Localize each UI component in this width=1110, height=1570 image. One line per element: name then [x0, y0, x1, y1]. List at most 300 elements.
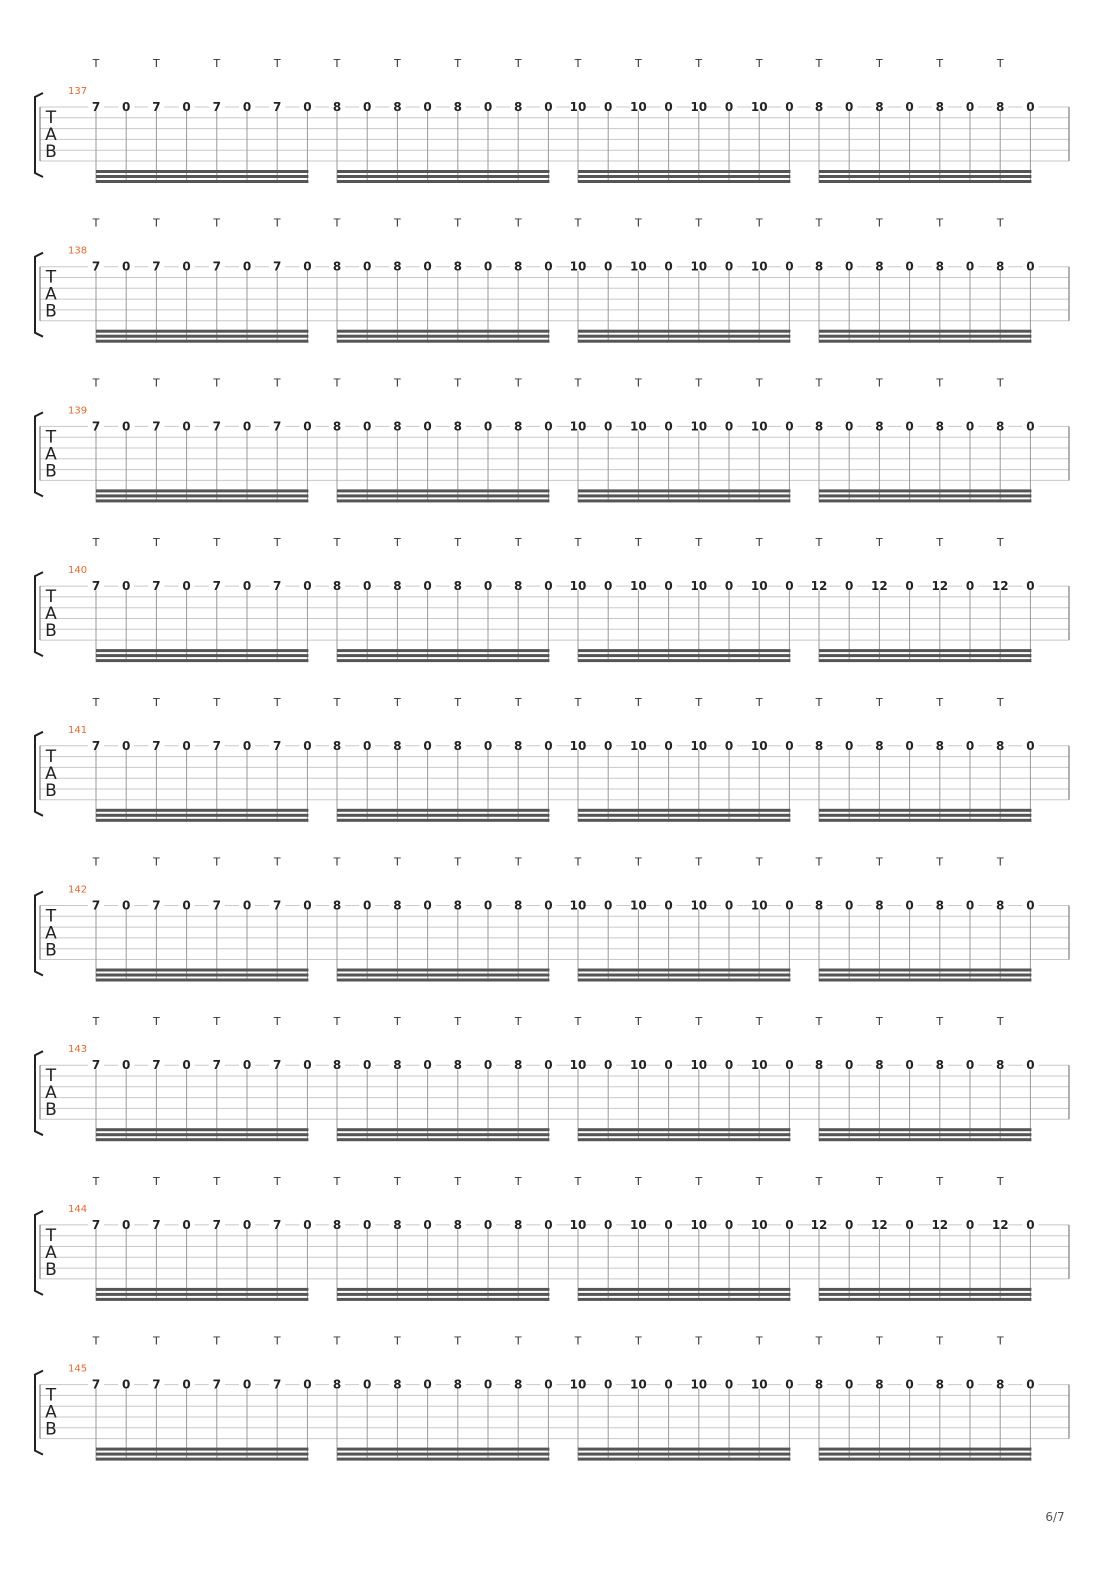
beam — [819, 1138, 1031, 1141]
beam — [578, 969, 790, 972]
tap-mark: T — [213, 1015, 221, 1029]
tab-system — [35, 1335, 1069, 1461]
beam — [578, 180, 790, 183]
fret-number: 10 — [690, 259, 708, 274]
beam — [578, 499, 790, 502]
beam — [578, 1298, 790, 1301]
tap-mark: T — [92, 376, 100, 390]
fret-number: 10 — [569, 579, 587, 594]
tap-mark: T — [92, 1174, 100, 1188]
fret-number: 0 — [544, 1217, 553, 1232]
fret-number: 0 — [965, 898, 975, 913]
fret-number: 7 — [91, 579, 101, 594]
tap-mark: T — [333, 1015, 341, 1029]
beam — [337, 649, 549, 652]
fret-number: 0 — [604, 1217, 613, 1232]
beam — [578, 494, 790, 497]
tap-mark: T — [936, 1015, 944, 1029]
fret-number: 10 — [690, 579, 708, 594]
fret-number: 10 — [690, 1377, 708, 1392]
fret-number: 0 — [423, 579, 432, 594]
fret-number: 8 — [514, 579, 523, 594]
beam — [337, 819, 549, 822]
tab-clef-letter: T — [45, 267, 57, 288]
fret-number: 0 — [1026, 259, 1035, 274]
fret-number: 0 — [182, 738, 191, 753]
tap-mark: T — [635, 376, 642, 390]
tap-mark: T — [876, 536, 883, 550]
fret-number: 8 — [875, 259, 884, 274]
fret-number: 0 — [423, 1217, 432, 1232]
fret-number: 0 — [363, 419, 372, 434]
fret-number: 10 — [630, 738, 647, 753]
tap-mark: T — [755, 1174, 763, 1188]
tab-clef-letter: T — [45, 1385, 57, 1406]
fret-number: 8 — [332, 898, 342, 913]
beam — [337, 499, 549, 502]
fret-number: 8 — [514, 1217, 523, 1232]
fret-number: 0 — [905, 1377, 914, 1392]
beam — [819, 1133, 1031, 1136]
page-number: 6/7 — [1045, 1510, 1065, 1524]
tap-mark: T — [936, 376, 944, 390]
beam — [819, 489, 1031, 492]
beam — [819, 1458, 1031, 1461]
fret-number: 0 — [483, 419, 493, 434]
fret-number: 7 — [91, 1058, 101, 1073]
fret-number: 8 — [332, 259, 342, 274]
fret-number: 8 — [453, 579, 462, 594]
tap-mark: T — [454, 695, 462, 709]
fret-number: 0 — [122, 1058, 131, 1073]
beam — [96, 499, 308, 502]
fret-number: 0 — [965, 1217, 975, 1232]
beam — [96, 340, 308, 343]
fret-number: 10 — [750, 579, 768, 594]
tap-mark: T — [394, 376, 401, 390]
fret-number: 8 — [514, 1058, 523, 1073]
fret-number: 0 — [363, 1058, 372, 1073]
tap-mark: T — [153, 376, 160, 390]
fret-number: 7 — [273, 100, 282, 114]
beam — [96, 1138, 308, 1141]
fret-number: 8 — [514, 738, 523, 753]
fret-number: 0 — [965, 100, 975, 114]
fret-number: 0 — [1026, 738, 1035, 753]
system-brace — [35, 892, 43, 976]
tap-mark: T — [755, 855, 763, 869]
tab-system — [35, 1175, 1069, 1301]
fret-number: 0 — [182, 1217, 191, 1232]
beam — [96, 1133, 308, 1136]
beam — [819, 654, 1031, 657]
tap-mark: T — [695, 1334, 703, 1348]
beam — [337, 489, 549, 492]
beam — [578, 1458, 790, 1461]
measure-number: 137 — [68, 86, 88, 97]
beam — [96, 1453, 308, 1456]
fret-number: 8 — [935, 419, 944, 434]
fret-number: 7 — [91, 1217, 101, 1232]
fret-number: 7 — [273, 1377, 282, 1392]
fret-number: 10 — [690, 1058, 708, 1073]
fret-number: 0 — [664, 1058, 673, 1073]
tap-mark: T — [996, 1334, 1004, 1348]
beam — [578, 1293, 790, 1296]
beam — [96, 1293, 308, 1296]
fret-number: 0 — [724, 419, 734, 434]
beam — [96, 1288, 308, 1291]
fret-number: 7 — [212, 1377, 221, 1392]
fret-number: 0 — [122, 1377, 131, 1392]
fret-number: 0 — [363, 738, 372, 753]
tab-clef-letter: B — [45, 461, 57, 482]
fret-number: 0 — [423, 738, 432, 753]
fret-number: 8 — [814, 100, 824, 114]
fret-number: 0 — [182, 1377, 191, 1392]
tap-mark: T — [574, 1334, 582, 1348]
fret-number: 0 — [182, 1058, 191, 1073]
fret-number: 0 — [483, 579, 493, 594]
fret-number: 10 — [569, 419, 587, 434]
fret-number: 0 — [664, 738, 673, 753]
fret-number: 8 — [332, 100, 342, 114]
fret-number: 8 — [332, 738, 342, 753]
fret-number: 0 — [122, 1217, 131, 1232]
fret-number: 10 — [750, 898, 768, 913]
fret-number: 10 — [569, 898, 587, 913]
fret-number: 8 — [814, 898, 824, 913]
tap-mark: T — [936, 57, 944, 70]
tap-mark: T — [876, 1015, 883, 1029]
tap-mark: T — [333, 1334, 341, 1348]
fret-number: 8 — [996, 100, 1005, 114]
fret-number: 8 — [453, 738, 462, 753]
beam — [819, 969, 1031, 972]
tap-mark: T — [574, 57, 582, 70]
tap-mark: T — [454, 1015, 462, 1029]
tap-mark: T — [815, 536, 823, 550]
beam — [819, 330, 1031, 333]
fret-number: 0 — [303, 1217, 312, 1232]
fret-number: 8 — [935, 1377, 944, 1392]
beam — [819, 819, 1031, 822]
fret-number: 10 — [690, 1217, 708, 1232]
tap-mark: T — [996, 536, 1004, 550]
beam — [578, 175, 790, 178]
fret-number: 0 — [182, 419, 191, 434]
fret-number: 0 — [724, 1217, 734, 1232]
fret-number: 0 — [604, 898, 613, 913]
fret-number: 8 — [996, 738, 1005, 753]
tap-mark: T — [876, 1334, 883, 1348]
fret-number: 7 — [91, 259, 101, 274]
fret-number: 0 — [363, 100, 372, 114]
beam — [337, 1458, 549, 1461]
tab-system — [35, 1015, 1069, 1141]
fret-number: 8 — [453, 259, 462, 274]
fret-number: 0 — [664, 100, 673, 114]
tap-mark: T — [996, 216, 1004, 230]
fret-number: 8 — [514, 1377, 523, 1392]
fret-number: 0 — [122, 259, 131, 274]
beam — [819, 1298, 1031, 1301]
fret-number: 0 — [544, 1058, 553, 1073]
fret-number: 0 — [785, 738, 794, 753]
tap-mark: T — [876, 376, 883, 390]
fret-number: 0 — [483, 1217, 493, 1232]
fret-number: 0 — [785, 898, 794, 913]
fret-number: 10 — [630, 579, 647, 594]
tap-mark: T — [333, 376, 341, 390]
fret-number: 7 — [273, 259, 282, 274]
fret-number: 0 — [122, 579, 131, 594]
tap-mark: T — [514, 216, 522, 230]
fret-number: 0 — [363, 1377, 372, 1392]
beam — [578, 654, 790, 657]
measure-number: 141 — [68, 724, 88, 736]
fret-number: 0 — [604, 1058, 613, 1073]
fret-number: 0 — [845, 898, 854, 913]
fret-number: 12 — [991, 1217, 1009, 1232]
fret-number: 0 — [483, 100, 493, 114]
fret-number: 0 — [664, 1217, 673, 1232]
tap-mark: T — [213, 1174, 221, 1188]
fret-number: 8 — [393, 419, 402, 434]
tap-mark: T — [936, 1334, 944, 1348]
beam — [578, 809, 790, 812]
tap-mark: T — [153, 216, 160, 230]
beam — [578, 1288, 790, 1291]
beam — [578, 659, 790, 662]
fret-number: 7 — [152, 1377, 161, 1392]
fret-number: 0 — [965, 259, 975, 274]
tap-mark: T — [514, 1334, 522, 1348]
fret-number: 8 — [514, 259, 523, 274]
tap-mark: T — [755, 536, 763, 550]
system-brace — [35, 1211, 43, 1295]
beam — [96, 1448, 308, 1451]
fret-number: 0 — [242, 1217, 252, 1232]
fret-number: 8 — [393, 259, 402, 274]
tap-mark: T — [755, 1334, 763, 1348]
measure-number: 140 — [68, 565, 88, 577]
beam — [96, 335, 308, 338]
tap-mark: T — [574, 1015, 582, 1029]
fret-number: 7 — [152, 1217, 161, 1232]
tap-mark: T — [635, 1015, 642, 1029]
fret-number: 0 — [785, 1058, 794, 1073]
tap-mark: T — [273, 1174, 281, 1188]
beam — [819, 494, 1031, 497]
fret-number: 0 — [182, 898, 191, 913]
tap-mark: T — [213, 536, 221, 550]
beam — [819, 335, 1031, 338]
fret-number: 10 — [569, 738, 587, 753]
tap-mark: T — [755, 695, 763, 709]
tab-system — [35, 57, 1069, 183]
beam — [96, 1458, 308, 1461]
tap-mark: T — [273, 536, 281, 550]
fret-number: 0 — [1026, 1377, 1035, 1392]
fret-number: 10 — [750, 100, 768, 114]
fret-number: 12 — [871, 1217, 888, 1232]
beam — [819, 809, 1031, 812]
tap-mark: T — [635, 855, 642, 869]
measure-number: 139 — [68, 405, 88, 417]
fret-number: 0 — [845, 1377, 854, 1392]
tap-mark: T — [635, 536, 642, 550]
fret-number: 8 — [393, 1058, 402, 1073]
tap-mark: T — [454, 376, 462, 390]
fret-number: 0 — [423, 100, 432, 114]
fret-number: 0 — [122, 419, 131, 434]
fret-number: 7 — [212, 579, 221, 594]
tap-mark: T — [996, 695, 1004, 709]
fret-number: 8 — [935, 1058, 944, 1073]
tap-mark: T — [333, 855, 341, 869]
fret-number: 10 — [750, 1217, 768, 1232]
fret-number: 0 — [544, 1377, 553, 1392]
fret-number: 8 — [814, 259, 824, 274]
beam — [337, 809, 549, 812]
fret-number: 0 — [905, 579, 914, 594]
fret-number: 0 — [845, 259, 854, 274]
beam — [96, 659, 308, 662]
tap-mark: T — [635, 1334, 642, 1348]
tap-mark: T — [815, 57, 823, 70]
tap-mark: T — [755, 1015, 763, 1029]
fret-number: 10 — [630, 259, 647, 274]
beam — [819, 1288, 1031, 1291]
fret-number: 7 — [152, 419, 161, 434]
fret-number: 10 — [630, 898, 647, 913]
fret-number: 8 — [332, 1058, 342, 1073]
fret-number: 0 — [423, 419, 432, 434]
beam — [578, 1138, 790, 1141]
fret-number: 0 — [724, 738, 734, 753]
fret-number: 8 — [332, 579, 342, 594]
beam — [819, 1293, 1031, 1296]
tap-mark: T — [514, 695, 522, 709]
tap-mark: T — [92, 1334, 100, 1348]
tap-mark: T — [92, 216, 100, 230]
beam — [578, 1128, 790, 1131]
fret-number: 7 — [273, 1058, 282, 1073]
fret-number: 0 — [785, 419, 794, 434]
tap-mark: T — [876, 695, 883, 709]
fret-number: 0 — [363, 259, 372, 274]
fret-number: 7 — [91, 419, 101, 434]
beam — [578, 335, 790, 338]
fret-number: 0 — [544, 579, 553, 594]
system-brace — [35, 732, 43, 816]
system-brace — [35, 572, 43, 656]
tap-mark: T — [996, 1174, 1004, 1188]
fret-number: 0 — [122, 898, 131, 913]
tab-clef-letter: A — [45, 284, 57, 305]
fret-number: 8 — [996, 898, 1005, 913]
tap-mark: T — [876, 216, 883, 230]
tap-mark: T — [273, 1015, 281, 1029]
tap-mark: T — [635, 216, 642, 230]
fret-number: 7 — [91, 100, 101, 114]
tap-mark: T — [273, 376, 281, 390]
beam — [96, 330, 308, 333]
tap-mark: T — [454, 216, 462, 230]
tap-mark: T — [635, 57, 642, 70]
beam — [96, 180, 308, 183]
fret-number: 7 — [212, 898, 221, 913]
tab-clef-letter: B — [45, 1100, 57, 1121]
tap-mark: T — [454, 1174, 462, 1188]
fret-number: 8 — [453, 1217, 462, 1232]
beam — [819, 814, 1031, 817]
tap-mark: T — [92, 1015, 100, 1029]
fret-number: 12 — [871, 579, 888, 594]
fret-number: 0 — [303, 419, 312, 434]
fret-number: 7 — [91, 1377, 101, 1392]
tap-mark: T — [695, 57, 703, 70]
fret-number: 10 — [750, 1377, 768, 1392]
fret-number: 10 — [569, 100, 587, 114]
fret-number: 10 — [750, 1058, 768, 1073]
tap-mark: T — [635, 695, 642, 709]
tap-mark: T — [815, 1015, 823, 1029]
fret-number: 0 — [845, 419, 854, 434]
fret-number: 8 — [453, 898, 462, 913]
fret-number: 0 — [724, 1058, 734, 1073]
tap-mark: T — [213, 855, 221, 869]
tap-mark: T — [213, 57, 221, 70]
system-brace — [35, 253, 43, 337]
tap-mark: T — [514, 855, 522, 869]
fret-number: 0 — [845, 579, 854, 594]
tab-clef-letter: T — [45, 108, 57, 128]
fret-number: 8 — [332, 1217, 342, 1232]
fret-number: 0 — [182, 579, 191, 594]
tab-clef-letter: A — [45, 444, 57, 465]
tap-mark: T — [936, 855, 944, 869]
fret-number: 0 — [905, 419, 914, 434]
fret-number: 0 — [785, 259, 794, 274]
fret-number: 0 — [664, 419, 673, 434]
fret-number: 8 — [393, 898, 402, 913]
tap-mark: T — [153, 855, 160, 869]
fret-number: 0 — [965, 738, 975, 753]
tab-clef-letter: B — [45, 621, 57, 642]
beam — [337, 1133, 549, 1136]
fret-number: 0 — [845, 1217, 854, 1232]
tap-mark: T — [815, 1334, 823, 1348]
beam — [96, 969, 308, 972]
tap-mark: T — [574, 216, 582, 230]
fret-number: 7 — [91, 898, 101, 913]
tap-mark: T — [394, 1015, 401, 1029]
beam — [96, 809, 308, 812]
tap-mark: T — [574, 1174, 582, 1188]
tap-mark: T — [394, 1174, 401, 1188]
tap-mark: T — [273, 855, 281, 869]
fret-number: 0 — [1026, 1217, 1035, 1232]
beam — [578, 170, 790, 173]
fret-number: 8 — [875, 738, 884, 753]
fret-number: 0 — [363, 898, 372, 913]
fret-number: 0 — [483, 259, 493, 274]
fret-number: 7 — [212, 419, 221, 434]
tap-mark: T — [213, 216, 221, 230]
fret-number: 10 — [630, 419, 647, 434]
